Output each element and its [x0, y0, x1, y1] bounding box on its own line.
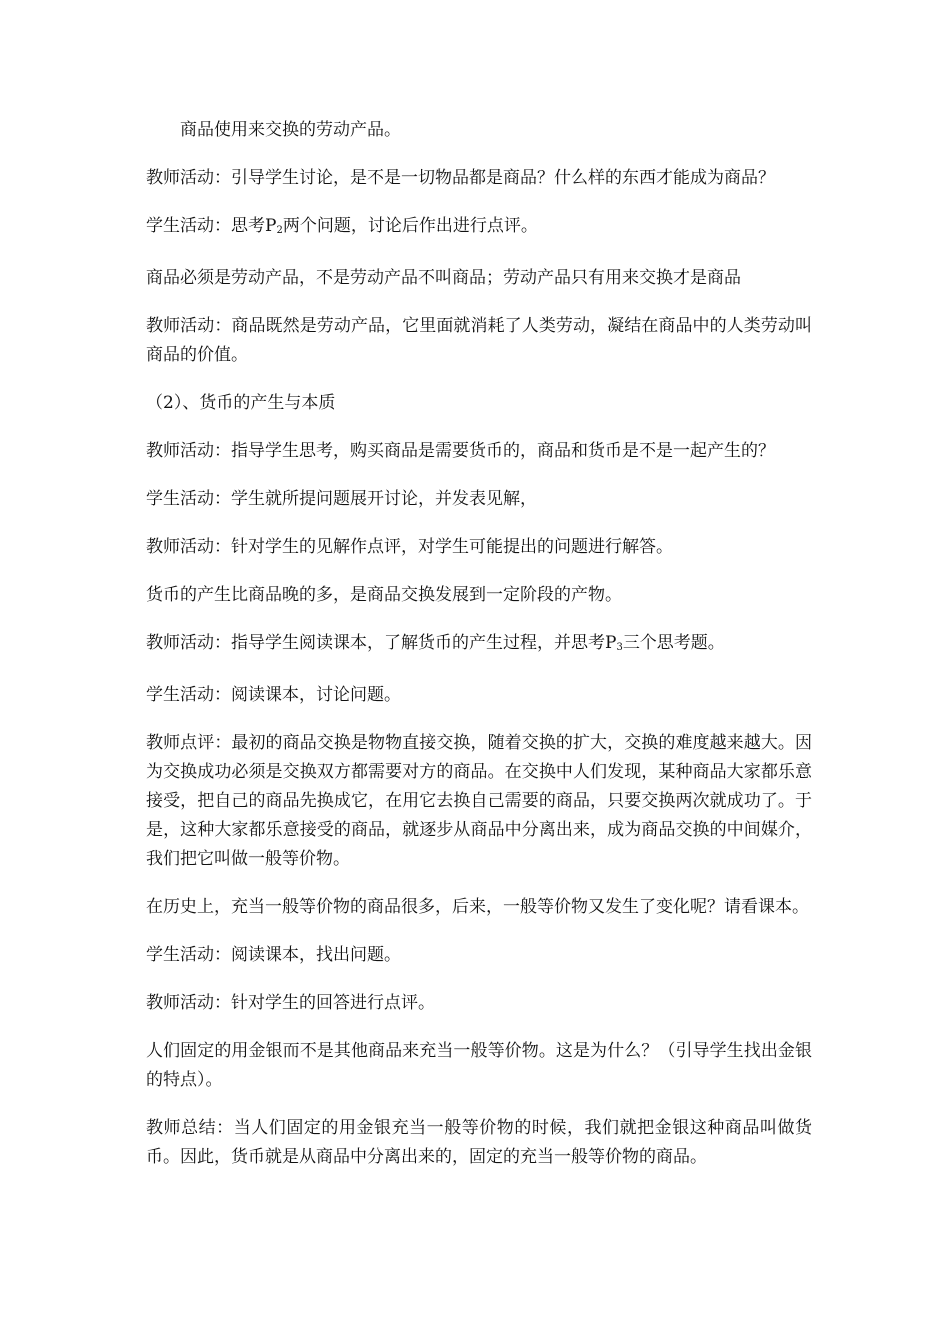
subscript-page-number: 3 [616, 642, 623, 653]
text-segment: 两个问题，讨论后作出进行点评。 [282, 216, 538, 236]
section-heading-money: （2）、货币的产生与本质 [146, 393, 336, 413]
document-page [146, 116, 812, 1191]
paragraph-teacher-activity-3: 教师活动：指导学生思考，购买商品是需要货币的，商品和货币是不是一起产生的？ [146, 441, 775, 461]
text-segment: 学生活动：思考P [146, 216, 277, 236]
paragraph-student-activity-4: 学生活动：阅读课本，找出问题。 [146, 945, 401, 965]
text-segment: 三个思考题。 [622, 633, 725, 653]
paragraph-teacher-activity-4: 教师活动：针对学生的见解作点评，对学生可能提出的问题进行解答。 [146, 537, 673, 557]
paragraph-teacher-activity-2: 教师活动：商品既然是劳动产品，它里面就消耗了人类劳动，凝结在商品中的人类劳动叫商品的价值。 [146, 316, 812, 365]
paragraph-history-equivalent: 在历史上，充当一般等价物的商品很多，后来，一般等价物又发生了变化呢？请看课本。 [146, 897, 809, 917]
paragraph-money-origin: 货币的产生比商品晚的多，是商品交换发展到一定阶段的产物。 [146, 585, 622, 605]
paragraph-teacher-comment: 教师点评：最初的商品交换是物物直接交换，随着交换的扩大，交换的难度越来越大。因为交换成功必须是交换双方都需要对方的商品。在交换中人们发现，某种商品大家都乐意接受，把自己的商品先换成它，在用它去换自己需要的商品，只要交换两次就成功了。于是，这种大家都乐意接受的商品，就逐步从商品中分离出来，成为商品交换的中间媒介，我们把它叫做一般等价物。 [146, 733, 812, 869]
paragraph-commodity-conditions: 商品必须是劳动产品，不是劳动产品不叫商品；劳动产品只有用来交换才是商品 [146, 268, 741, 288]
paragraph-student-activity-1 [146, 212, 812, 245]
subscript-page-number: 2 [276, 225, 283, 236]
paragraph-teacher-activity-6: 教师活动：针对学生的回答进行点评。 [146, 993, 435, 1013]
paragraph-student-activity-2: 学生活动：学生就所提问题展开讨论，并发表见解， [146, 489, 537, 509]
paragraph-student-activity-3: 学生活动：阅读课本，讨论问题。 [146, 685, 401, 705]
paragraph-commodity-definition: 商品使用来交换的劳动产品。 [180, 120, 401, 140]
paragraph-teacher-activity-5 [146, 629, 812, 662]
paragraph-teacher-activity-1: 教师活动：引导学生讨论，是不是一切物品都是商品？什么样的东西才能成为商品？ [146, 168, 775, 188]
paragraph-gold-silver-question: 人们固定的用金银而不是其他商品来充当一般等价物。这是为什么？（引导学生找出金银的特点）。 [146, 1041, 812, 1090]
paragraph-teacher-summary: 教师总结：当人们固定的用金银充当一般等价物的时候，我们就把金银这种商品叫做货币。因此，货币就是从商品中分离出来的，固定的充当一般等价物的商品。 [146, 1118, 812, 1167]
text-segment: 教师活动：指导学生阅读课本，了解货币的产生过程，并思考P [146, 633, 617, 653]
